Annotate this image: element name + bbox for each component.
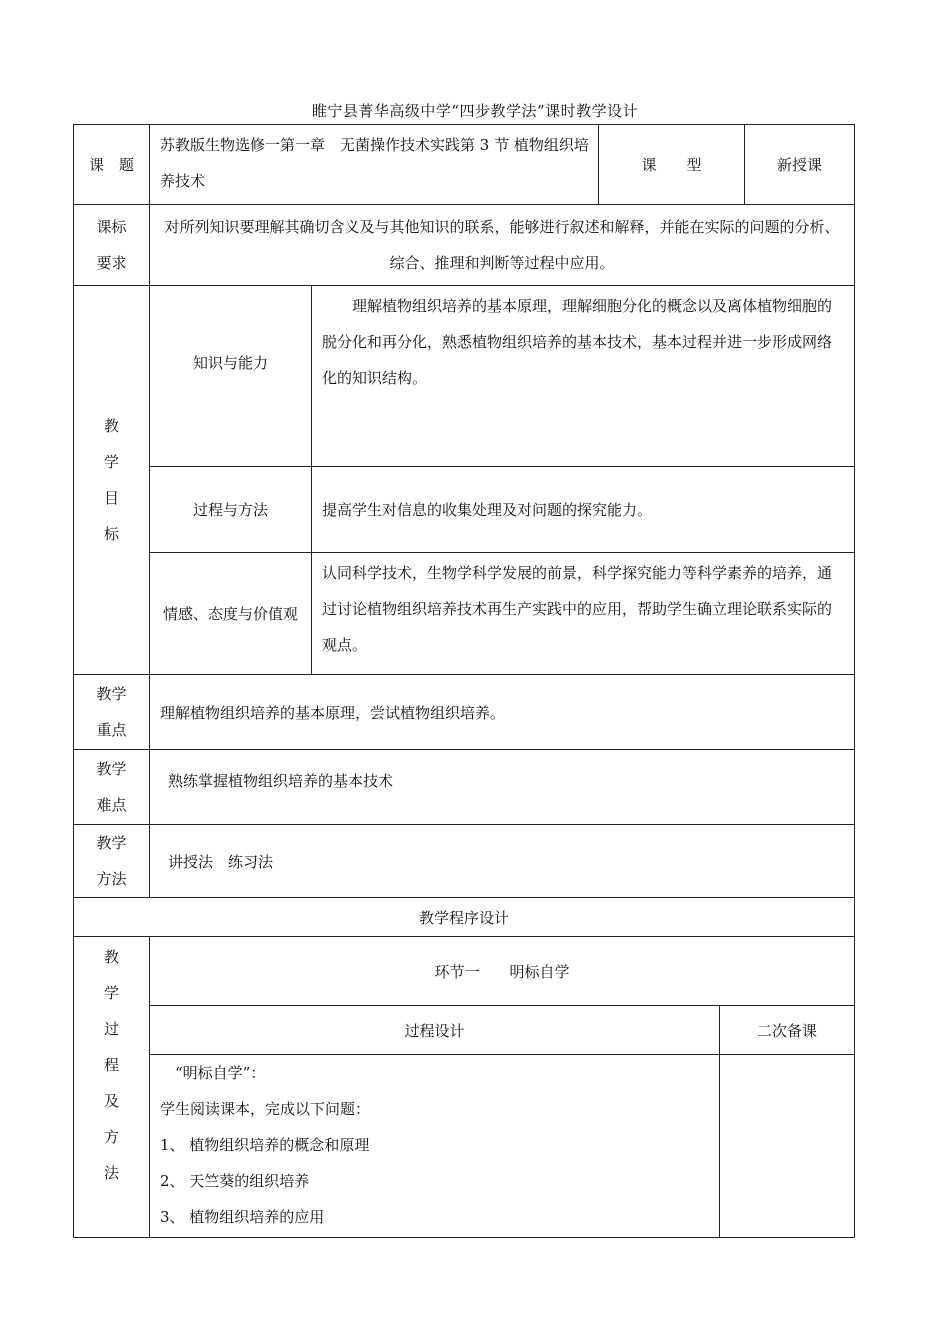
procedure-content-row: [74, 1055, 855, 1238]
procedure-heading: 教学程序设计: [74, 898, 855, 937]
process-value: 提高学生对信息的收集处理及对问题的探究能力。: [312, 467, 855, 553]
difficulty-row: [74, 750, 855, 825]
curriculum-row: [74, 205, 855, 286]
objectives-label: 教 学 目 标: [74, 286, 150, 675]
difficulty-value: 熟练掌握植物组织培养的基本技术: [150, 750, 855, 825]
topic-row: [74, 125, 855, 205]
question-item: 2、 天竺葵的组织培养: [160, 1172, 310, 1190]
lesson-type-value: 新授课: [745, 125, 855, 205]
method-label: 教学 方法: [74, 825, 150, 898]
question-item: 3、 植物组织培养的应用: [160, 1208, 325, 1226]
knowledge-value: 理解植物组织培养的基本原理，理解细胞分化的概念以及离体植物细胞的脱分化和再分化，熟悉植物组织培养的基本技术，基本过程并进一步形成网络化的知识结构。: [312, 286, 855, 467]
key-point-label: 教学 重点: [74, 675, 150, 750]
topic-value: 苏教版生物选修一第一章 无菌操作技术实践第 3 节 植物组织培养技术: [150, 125, 599, 205]
method-row: [74, 825, 855, 898]
second-prep-content[interactable]: [720, 1055, 855, 1238]
lesson-plan-table: [73, 124, 855, 1238]
procedure-heading-row: [74, 898, 855, 937]
stage-title: 环节一 明标自学: [150, 937, 855, 1006]
process-design-header: 过程设计: [150, 1006, 720, 1055]
difficulty-label: 教学 难点: [74, 750, 150, 825]
self-study-task: 学生阅读课本，完成以下问题：: [160, 1100, 371, 1118]
procedure-label: 教 学 过 程 及 方 法: [74, 937, 150, 1238]
curriculum-label: 课标 要求: [74, 205, 150, 286]
lesson-type-label: 课 型: [599, 125, 745, 205]
topic-label: 课 题: [74, 125, 150, 205]
question-item: 1、 植物组织培养的概念和原理: [160, 1136, 370, 1154]
objective-emotion-row: [74, 553, 855, 675]
objective-knowledge-row: [74, 286, 855, 467]
key-point-row: [74, 675, 855, 750]
key-point-value: 理解植物组织培养的基本原理，尝试植物组织培养。: [150, 675, 855, 750]
method-value: 讲授法 练习法: [150, 825, 855, 898]
process-design-content: [150, 1055, 720, 1238]
curriculum-value: 对所列知识要理解其确切含义及与其他知识的联系，能够进行叙述和解释，并能在实际的问题的分析、综合、推理和判断等过程中应用。: [150, 205, 855, 286]
objective-process-row: [74, 467, 855, 553]
emotion-label: 情感、态度与价值观: [150, 553, 312, 675]
stage-row: [74, 937, 855, 1006]
second-prep-header: 二次备课: [720, 1006, 855, 1055]
page-title: 睢宁县菁华高级中学“四步教学法”课时教学设计: [311, 102, 639, 120]
process-label: 过程与方法: [150, 467, 312, 553]
emotion-value: 认同科学技术，生物学科学发展的前景，科学探究能力等科学素养的培养，通过讨论植物组织培养技术再生产实践中的应用，帮助学生确立理论联系实际的观点。: [312, 553, 855, 675]
knowledge-label: 知识与能力: [150, 286, 312, 467]
self-study-intro: “明标自学”：: [175, 1064, 266, 1082]
procedure-columns-row: [74, 1006, 855, 1055]
